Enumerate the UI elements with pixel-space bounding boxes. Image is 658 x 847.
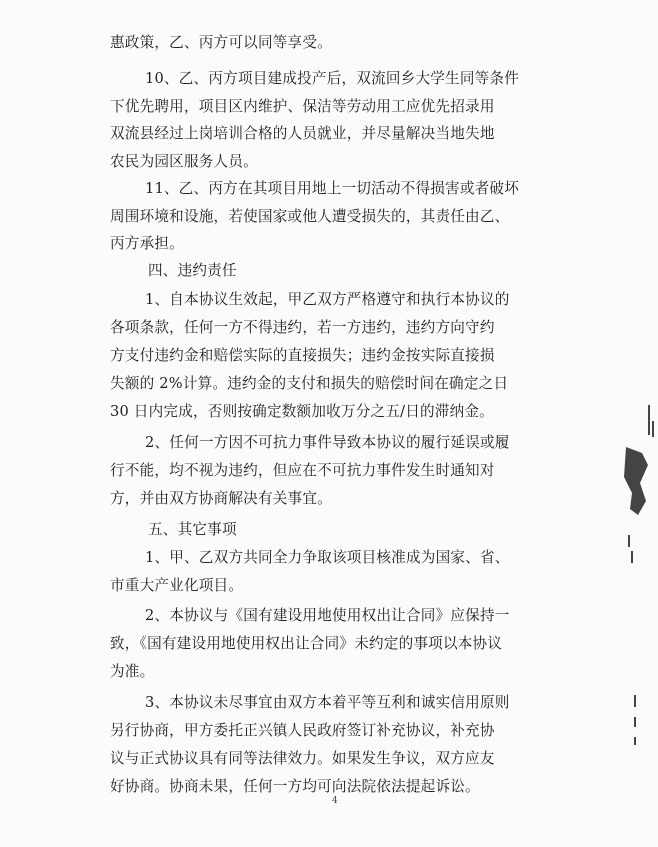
text-line: 下优先聘用，项目区内维护、保洁等劳动用工应优先招录用	[110, 98, 495, 115]
clause-1-line: 1、甲、乙双方共同全力争取该项目核准成为国家、省、	[145, 549, 510, 566]
seal-fragment	[624, 447, 648, 515]
text-line: 30 日内完成，否则按确定数额加收万分之五/日的滞纳金。	[110, 403, 494, 420]
text-line: 周围环境和设施，若使国家或他人遭受损失的，其责任由乙、	[110, 208, 510, 225]
seal-fragment	[648, 405, 650, 435]
text-line: 各项条款，任何一方不得违约，若一方违约，违约方向守约	[110, 319, 495, 336]
clause-10-line: 10、乙、丙方项目建成投产后，双流回乡大学生同等条件	[145, 70, 520, 87]
seal-fragment	[634, 717, 636, 727]
text-line: 为准。	[110, 663, 155, 680]
seal-fragment	[631, 551, 633, 563]
seal-fragment	[634, 695, 636, 707]
seal-fragment	[652, 421, 654, 437]
text-line: 行不能，均不视为违约，但应在不可抗力事件发生时通知对	[110, 462, 495, 479]
text-line: 致，《国有建设用地使用权出让合同》未约定的事项以本协议	[110, 635, 503, 652]
text-line: 方，并由双方协商解决有关事宜。	[110, 490, 332, 507]
text-line: 方支付违约金和赔偿实际的直接损失；违约金按实际直接损	[110, 347, 495, 364]
section-heading-breach: 四、违约责任	[148, 262, 237, 279]
text-line: 议与正式协议具有同等法律效力。如果发生争议，双方应友	[110, 750, 495, 767]
clause-2-line: 2、任何一方因不可抗力事件导致本协议的履行延误或履	[145, 434, 510, 451]
text-line: 失额的 2%计算。违约金的支付和损失的赔偿时间在确定之日	[110, 375, 509, 392]
text-line: 好协商。协商未果，任何一方均可向法院依法提起诉讼。	[110, 778, 480, 795]
text-line: 双流县经过上岗培训合格的人员就业，并尽量解决当地失地	[110, 125, 495, 142]
page-number: 4	[332, 796, 338, 806]
text-line: 市重大产业化项目。	[110, 577, 244, 594]
clause-11-line: 11、乙、丙方在其项目用地上一切活动不得损害或者破坏	[145, 180, 520, 197]
text-line: 另行协商，甲方委托正兴镇人民政府签订补充协议，补充协	[110, 722, 495, 739]
seal-edge-mark	[618, 405, 658, 765]
text-line: 丙方承担。	[110, 235, 184, 252]
text-line: 农民为园区服务人员。	[110, 153, 258, 170]
clause-1-line: 1、自本协议生效起，甲乙双方严格遵守和执行本协议的	[145, 291, 510, 308]
seal-fragment	[634, 737, 636, 745]
text-line: 惠政策，乙、丙方可以同等享受。	[110, 34, 332, 51]
clause-2-line: 2、本协议与《国有建设用地使用权出让合同》应保持一	[145, 607, 510, 624]
clause-3-line: 3、本协议未尽事宜由双方本着平等互利和诚实信用原则	[145, 694, 510, 711]
seal-fragment	[628, 535, 630, 547]
section-heading-other: 五、其它事项	[148, 521, 237, 538]
